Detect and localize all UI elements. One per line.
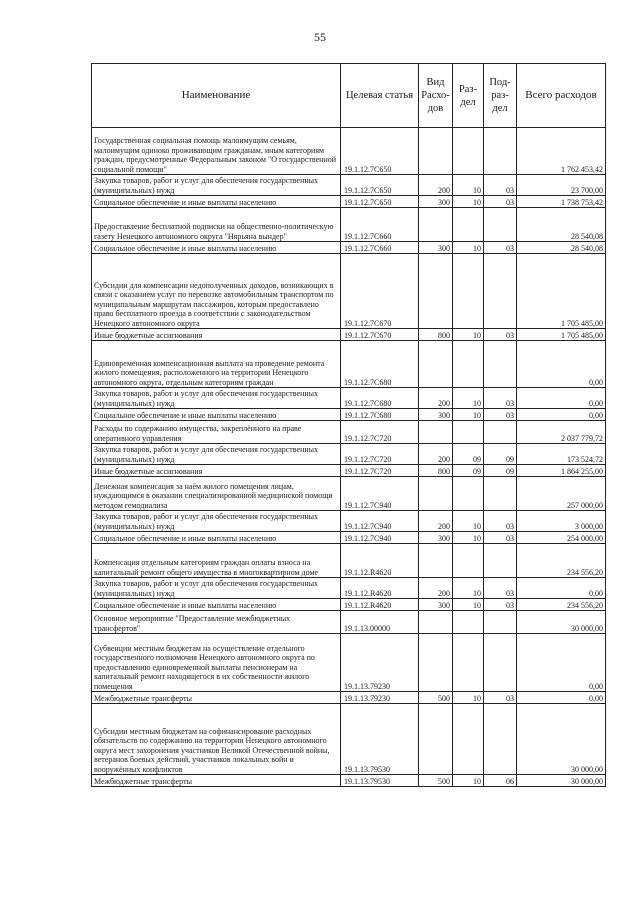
row-total: 1 705 485,00 <box>517 329 606 341</box>
table-row <box>92 599 606 611</box>
row-section: 10 <box>453 599 484 611</box>
row-expense-type <box>419 704 453 775</box>
row-section: 10 <box>453 388 484 409</box>
row-target-article: 19.1.12.7С720 <box>341 465 419 477</box>
row-name: Социальное обеспечение и иные выплаты населению <box>92 409 341 421</box>
table-row <box>92 511 606 532</box>
row-target-article: 19.1.13.79530 <box>341 775 419 787</box>
row-section <box>453 128 484 175</box>
row-section: 10 <box>453 242 484 254</box>
row-section <box>453 341 484 388</box>
row-expense-type: 200 <box>419 578 453 599</box>
row-subsection: 03 <box>484 578 517 599</box>
row-subsection: 06 <box>484 775 517 787</box>
row-name: Иные бюджетные ассигнования <box>92 329 341 341</box>
row-target-article: 19.1.13.79230 <box>341 634 419 692</box>
table-row <box>92 329 606 341</box>
row-subsection: 03 <box>484 511 517 532</box>
row-subsection <box>484 544 517 578</box>
row-total: 1 738 753,42 <box>517 196 606 208</box>
row-name: Субсидии местным бюджетам на софинансирование расходных обязательств по содержанию на территории Ненецкого автономного округа мест захоронения участников Великой Отечественной войны, ветеранов боевых действий, участников локальных войн и вооружённых конфликтов <box>92 704 341 775</box>
row-total: 234 556,20 <box>517 544 606 578</box>
row-target-article: 19.1.13.00000 <box>341 611 419 634</box>
row-subsection <box>484 421 517 444</box>
row-name: Единовременная компенсационная выплата на проведение ремонта жилого помещения, расположенного на территории Ненецкого автономного округа, отдельным категориям граждан <box>92 341 341 388</box>
row-section <box>453 704 484 775</box>
row-expense-type: 800 <box>419 329 453 341</box>
table-row <box>92 208 606 242</box>
table-row <box>92 444 606 465</box>
row-total: 1 762 453,42 <box>517 128 606 175</box>
row-expense-type: 300 <box>419 242 453 254</box>
table-row <box>92 578 606 599</box>
row-expense-type: 500 <box>419 692 453 704</box>
row-target-article: 19.1.12.7С720 <box>341 421 419 444</box>
row-expense-type <box>419 611 453 634</box>
header-subsection: Под-раз-дел <box>484 64 517 128</box>
table-row <box>92 611 606 634</box>
row-total: 30 000,00 <box>517 611 606 634</box>
table-row <box>92 409 606 421</box>
row-section <box>453 634 484 692</box>
row-target-article: 19.1.12.7С940 <box>341 532 419 544</box>
row-target-article: 19.1.12.7С650 <box>341 196 419 208</box>
row-target-article: 19.1.12.7С650 <box>341 175 419 196</box>
row-name: Социальное обеспечение и иные выплаты населению <box>92 532 341 544</box>
row-name: Закупка товаров, работ и услуг для обеспечения государственных (муниципальных) нужд <box>92 444 341 465</box>
row-name: Основное мероприятие "Предоставление межбюджетных трансфертов" <box>92 611 341 634</box>
row-subsection: 03 <box>484 242 517 254</box>
row-section <box>453 544 484 578</box>
row-subsection <box>484 128 517 175</box>
row-total: 23 700,00 <box>517 175 606 196</box>
row-name: Закупка товаров, работ и услуг для обеспечения государственных (муниципальных) нужд <box>92 578 341 599</box>
header-target-article: Целевая статья <box>341 64 419 128</box>
row-total: 1 864 255,00 <box>517 465 606 477</box>
row-expense-type: 300 <box>419 532 453 544</box>
row-subsection: 03 <box>484 329 517 341</box>
row-subsection: 03 <box>484 175 517 196</box>
row-expense-type: 200 <box>419 175 453 196</box>
table-row <box>92 421 606 444</box>
row-total: 0,00 <box>517 578 606 599</box>
table-row <box>92 775 606 787</box>
row-section: 09 <box>453 444 484 465</box>
header-section: Раз-дел <box>453 64 484 128</box>
row-subsection: 03 <box>484 532 517 544</box>
row-subsection: 03 <box>484 409 517 421</box>
table-row <box>92 634 606 692</box>
row-name: Компенсация отдельным категориям граждан оплаты взноса на капитальный ремонт общего имущества в многоквартирном доме <box>92 544 341 578</box>
row-target-article: 19.1.12.R4620 <box>341 544 419 578</box>
table-row <box>92 196 606 208</box>
row-target-article: 19.1.12.7С940 <box>341 511 419 532</box>
row-section: 10 <box>453 196 484 208</box>
row-subsection <box>484 254 517 329</box>
row-subsection: 09 <box>484 444 517 465</box>
page-number: 55 <box>314 30 326 44</box>
row-section <box>453 611 484 634</box>
table-row <box>92 465 606 477</box>
row-section: 10 <box>453 175 484 196</box>
row-section: 10 <box>453 329 484 341</box>
row-name: Иные бюджетные ассигнования <box>92 465 341 477</box>
table-header <box>92 64 606 128</box>
row-total: 30 000,00 <box>517 775 606 787</box>
row-expense-type: 300 <box>419 409 453 421</box>
row-subsection: 03 <box>484 692 517 704</box>
table-row <box>92 532 606 544</box>
row-section: 10 <box>453 511 484 532</box>
row-expense-type: 300 <box>419 196 453 208</box>
row-expense-type <box>419 634 453 692</box>
row-subsection: 09 <box>484 465 517 477</box>
row-subsection: 03 <box>484 599 517 611</box>
row-total: 254 000,00 <box>517 532 606 544</box>
row-name: Закупка товаров, работ и услуг для обеспечения государственных (муниципальных) нужд <box>92 175 341 196</box>
row-section <box>453 208 484 242</box>
row-section: 10 <box>453 578 484 599</box>
row-subsection <box>484 611 517 634</box>
row-total: 3 000,00 <box>517 511 606 532</box>
row-total: 28 540,08 <box>517 208 606 242</box>
row-total: 257 000,00 <box>517 477 606 511</box>
row-total: 0,00 <box>517 388 606 409</box>
row-section: 10 <box>453 775 484 787</box>
row-subsection <box>484 341 517 388</box>
row-section: 10 <box>453 692 484 704</box>
table-row <box>92 254 606 329</box>
row-name: Предоставление бесплатной подписки на общественно-политическую газету Ненецкого автономного округа "Нярьяна вындер" <box>92 208 341 242</box>
row-target-article: 19.1.12.7С660 <box>341 242 419 254</box>
row-expense-type <box>419 254 453 329</box>
row-name: Закупка товаров, работ и услуг для обеспечения государственных (муниципальных) нужд <box>92 511 341 532</box>
table-row <box>92 704 606 775</box>
header-name: Наименование <box>92 64 341 128</box>
row-subsection: 03 <box>484 388 517 409</box>
row-target-article: 19.1.12.7С940 <box>341 477 419 511</box>
row-target-article: 19.1.12.7С680 <box>341 388 419 409</box>
row-section <box>453 254 484 329</box>
row-expense-type: 200 <box>419 388 453 409</box>
row-expense-type <box>419 341 453 388</box>
row-target-article: 19.1.12.7С660 <box>341 208 419 242</box>
row-name: Денежная компенсация за наём жилого помещения лицам, нуждающимся в оказании специализированной медицинской помощи методом гемодиализа <box>92 477 341 511</box>
row-expense-type <box>419 208 453 242</box>
row-expense-type <box>419 544 453 578</box>
row-expense-type: 500 <box>419 775 453 787</box>
row-name: Социальное обеспечение и иные выплаты населению <box>92 599 341 611</box>
table-row <box>92 388 606 409</box>
row-target-article: 19.1.12.7С680 <box>341 409 419 421</box>
row-section <box>453 421 484 444</box>
table-row <box>92 692 606 704</box>
row-section: 10 <box>453 409 484 421</box>
row-subsection <box>484 634 517 692</box>
row-subsection <box>484 208 517 242</box>
budget-table <box>91 63 606 787</box>
row-target-article: 19.1.12.R4620 <box>341 578 419 599</box>
header-expense-type: Вид Расхо-дов <box>419 64 453 128</box>
row-name: Социальное обеспечение и иные выплаты населению <box>92 242 341 254</box>
row-total: 0,00 <box>517 409 606 421</box>
row-target-article: 19.1.12.R4620 <box>341 599 419 611</box>
row-name: Межбюджетные трансферты <box>92 775 341 787</box>
row-target-article: 19.1.12.7С650 <box>341 128 419 175</box>
header-total: Всего расходов <box>517 64 606 128</box>
table-row <box>92 128 606 175</box>
row-total: 0,00 <box>517 341 606 388</box>
table-row <box>92 477 606 511</box>
row-section <box>453 477 484 511</box>
row-total: 0,00 <box>517 692 606 704</box>
row-name: Социальное обеспечение и иные выплаты населению <box>92 196 341 208</box>
table-body <box>92 128 606 787</box>
row-name: Расходы по содержанию имущества, закреплённого на праве оперативного управления <box>92 421 341 444</box>
row-total: 173 524,72 <box>517 444 606 465</box>
row-target-article: 19.1.12.7С670 <box>341 329 419 341</box>
row-name: Государственная социальная помощь малоимущим семьям, малоимущим одиноко проживающим гражданам, иным категориям граждан, предусмотренные Федеральным законом "О государственной социальной помощи" <box>92 128 341 175</box>
row-total: 30 000,00 <box>517 704 606 775</box>
row-section: 09 <box>453 465 484 477</box>
row-name: Межбюджетные трансферты <box>92 692 341 704</box>
row-total: 234 556,20 <box>517 599 606 611</box>
row-name: Субсидии для компенсации недополученных доходов, возникающих в связи с оказанием услуг по перевозке автомобильным транспортом по муниципальным маршрутам пассажиров, которым предоставлено право бесплатного проезда в соответствии с законодательством Ненецкого автономного округа <box>92 254 341 329</box>
row-expense-type <box>419 421 453 444</box>
row-total: 0,00 <box>517 634 606 692</box>
row-subsection <box>484 704 517 775</box>
row-target-article: 19.1.13.79230 <box>341 692 419 704</box>
row-expense-type: 800 <box>419 465 453 477</box>
row-target-article: 19.1.12.7С680 <box>341 341 419 388</box>
row-expense-type: 300 <box>419 599 453 611</box>
row-subsection: 03 <box>484 196 517 208</box>
row-expense-type: 200 <box>419 444 453 465</box>
row-expense-type: 200 <box>419 511 453 532</box>
row-total: 1 705 485,00 <box>517 254 606 329</box>
row-section: 10 <box>453 532 484 544</box>
table-row <box>92 175 606 196</box>
row-total: 28 540,08 <box>517 242 606 254</box>
row-expense-type <box>419 477 453 511</box>
row-target-article: 19.1.13.79530 <box>341 704 419 775</box>
row-name: Закупка товаров, работ и услуг для обеспечения государственных (муниципальных) нужд <box>92 388 341 409</box>
row-target-article: 19.1.12.7С720 <box>341 444 419 465</box>
table-row <box>92 242 606 254</box>
row-target-article: 19.1.12.7С670 <box>341 254 419 329</box>
table-row <box>92 544 606 578</box>
table-row <box>92 341 606 388</box>
row-expense-type <box>419 128 453 175</box>
row-name: Субвенции местным бюджетам на осуществление отдельного государственного полномочия Ненецкого автономного округа по предоставлению единовременной выплаты пенсионерам на капитальный ремонт находящегося в их собственности жилого помещения <box>92 634 341 692</box>
row-subsection <box>484 477 517 511</box>
row-total: 2 037 779,72 <box>517 421 606 444</box>
